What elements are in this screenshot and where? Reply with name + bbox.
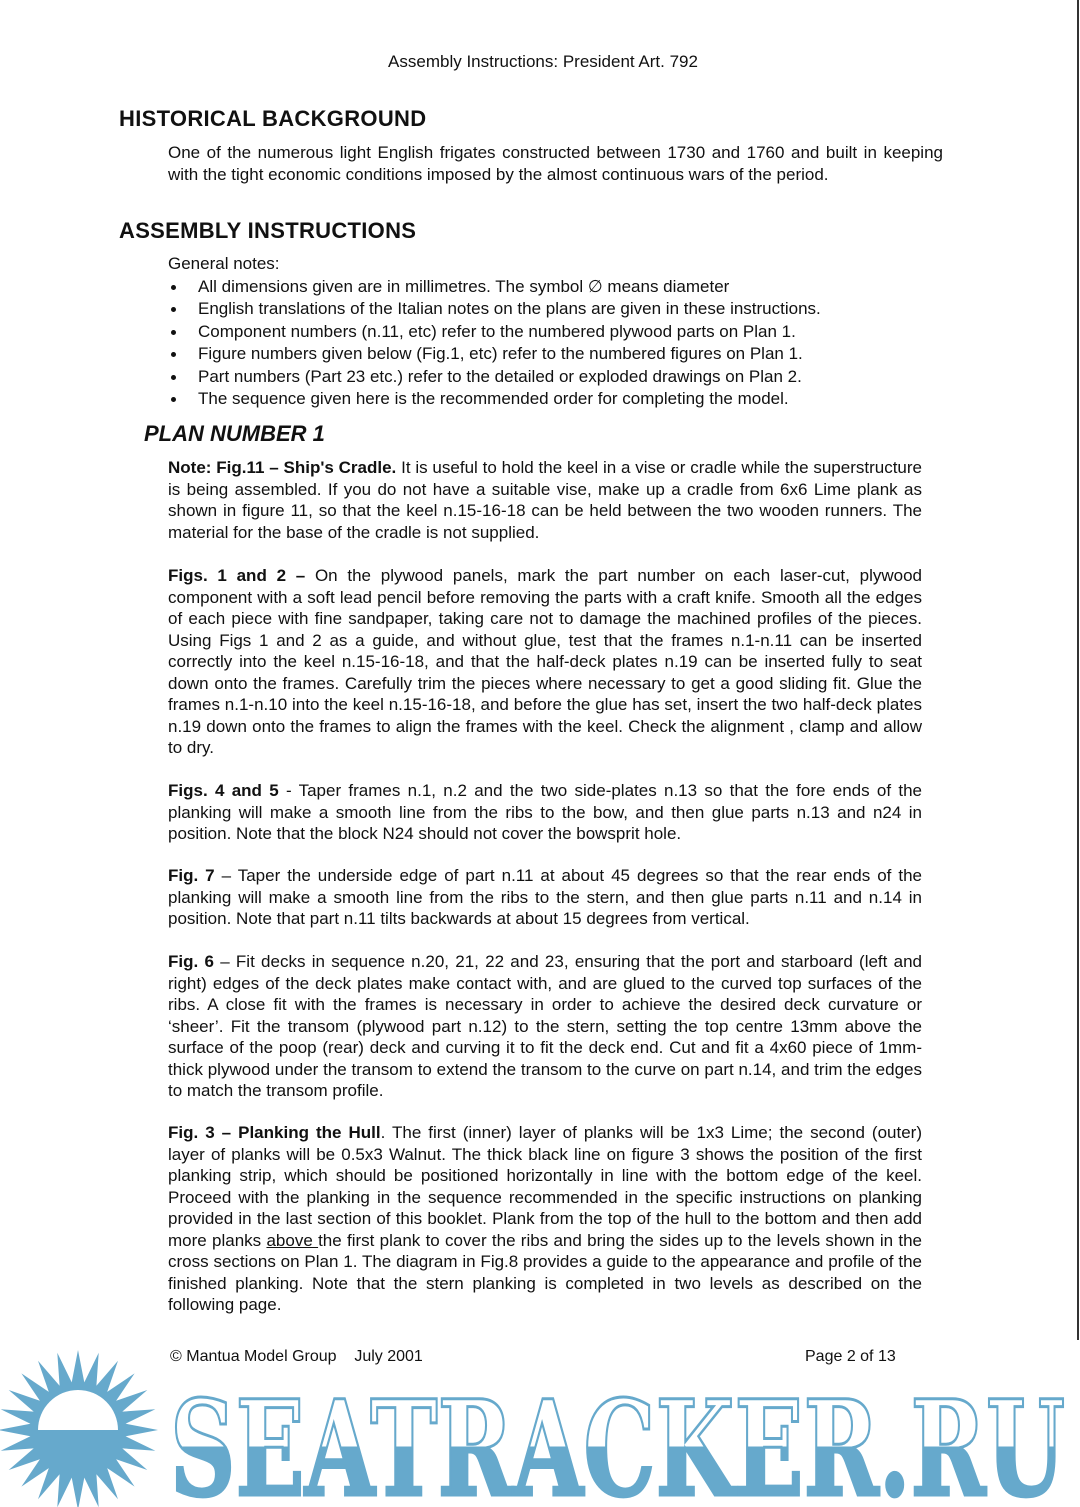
general-notes-list: [168, 276, 928, 410]
paragraph-fig-7: [168, 865, 922, 930]
para-text-after: the first plank to cover the ribs and bring the sides up to the levels shown in the cross sections on Plan 1. The diagram in Fig.8 provides a guide to the appearance and profile of the finished planking. Note that the stern planking is completed in two levels as described on the following page.: [168, 1230, 922, 1314]
note-item: Component numbers (n.11, etc) refer to the numbered plywood parts on Plan 1.: [168, 321, 928, 343]
para-text: . The first (inner) layer of planks will be 1x3 Lime; the second (outer) layer of planks will be 0.5x3 Walnut. The thick black line on figure 3 shows the position of the first planking strip, which should be positioned horizontally in line with the bottom edge of the keel. Proceed with the planking in the sequence recommended in the specific instructions on planking provided in the last section of this booklet. Plank from the top of the hull to the bottom and then add more planks: [168, 1123, 922, 1250]
historical-text: One of the numerous light English frigates constructed between 1730 and 1760 and built in keeping with the tight economic conditions imposed by the almost continuous wars of the period.: [168, 143, 943, 184]
watermark-text: SEATRACKER.RU: [170, 1372, 1065, 1507]
paragraph-cradle: [168, 457, 922, 543]
note-item: Figure numbers given below (Fig.1, etc) refer to the numbered figures on Plan 1.: [168, 343, 928, 365]
para-text: It is useful to hold the keel in a vise or cradle while the superstructure is being assembled. If you do not have a suitable vise, make up a cradle from 6x6 Lime plank as shown in figure 11, so that the keel n.15-16-18 can be held between the two wooden runners. The material for the base of the cradle is not supplied.: [168, 458, 922, 542]
paragraph-figs-1-2: [168, 565, 922, 759]
note-item: Part numbers (Part 23 etc.) refer to the detailed or exploded drawings on Plan 2.: [168, 366, 928, 388]
watermark-logo: [0, 1345, 1080, 1507]
historical-heading: HISTORICAL BACKGROUND: [119, 106, 427, 131]
footer-copyright: © Mantua Model Group July 2001: [170, 1348, 423, 1365]
note-item: The sequence given here is the recommended order for completing the model.: [168, 388, 928, 410]
paragraph-figs-4-5: [168, 780, 922, 845]
para-text: On the plywood panels, mark the part number on each laser-cut, plywood component with a soft lead pencil before removing the parts with a craft knife. Smooth all the edges of each piece with fine sandpaper, taking care not to damage the machined profiles of the pieces. Using Figs 1 and 2 as a guide, and without glue, test that the frames n.1-n.11 can be inserted correctly into the keel n.15-16-18, and that the half-deck plates n.19 can be inserted fully to seat down onto the frames. Carefully trim the pieces where necessary to get a good sliding fit. Glue the frames n.1-n.10 into the keel n.15-16-18, and before the glue has set, insert the two half-deck plates n.19 down onto the frames to align the frames with the keel. Check the alignment , clamp and allow to dry.: [168, 566, 922, 757]
para-lead: Figs. 4 and 5: [168, 781, 279, 800]
para-text: – Taper the underside edge of part n.11 at about 45 degrees so that the rear ends of the planking will make a smooth line from the ribs to the stern, and then glue parts n.11 and n.14 in position. Note that part n.11 tilts backwards at about 15 degrees from vertical.: [168, 866, 922, 928]
footer-page-number: Page 2 of 13: [805, 1348, 896, 1365]
para-lead: Fig. 3 – Planking the Hull: [168, 1123, 381, 1142]
sun-icon: [0, 1350, 158, 1507]
para-text: - Taper frames n.1, n.2 and the two side-plates n.13 so that the fore ends of the planking will make a smooth line from the ribs to the bow, and then glue parts n.13 and n24 in position. Note that the block N24 should not cover the bowsprit hole.: [168, 781, 922, 843]
underlined-word: above: [266, 1230, 319, 1250]
page-edge-line: [1077, 0, 1079, 1340]
para-lead: Figs. 1 and 2 –: [168, 566, 306, 585]
note-item: English translations of the Italian notes on the plans are given in these instructions.: [168, 298, 928, 320]
para-lead: Fig. 7: [168, 866, 215, 885]
para-lead: Note: Fig.11 – Ship's Cradle.: [168, 458, 397, 477]
general-notes-label: General notes:: [168, 254, 280, 273]
paragraph-fig-6: [168, 951, 922, 1102]
note-item: All dimensions given are in millimetres. The symbol ∅ means diameter: [168, 276, 928, 298]
para-lead: Fig. 6: [168, 952, 214, 971]
paragraph-fig-3: [168, 1122, 922, 1316]
para-text: – Fit decks in sequence n.20, 21, 22 and 23, ensuring that the port and starboard (left and right) edges of the deck plates make contact with, and are glued to the curved top surfaces of the ribs. A close fit with the frames is necessary in order to achieve the desired deck curvature or ‘sheer’. Fit the transom (plywood part n.12) to the stern, setting the top centre 13mm above the surface of the poop (rear) deck and curving it to fit the deck end. Cut and fit a 4x60 piece of 1mm-thick plywood under the transom to extend the transom to the curve on part n.14, and trim the edges to match the transom profile.: [168, 952, 922, 1100]
plan-heading: PLAN NUMBER 1: [144, 421, 325, 446]
assembly-heading: ASSEMBLY INSTRUCTIONS: [119, 218, 417, 243]
page-header: Assembly Instructions: President Art. 792: [388, 52, 698, 71]
